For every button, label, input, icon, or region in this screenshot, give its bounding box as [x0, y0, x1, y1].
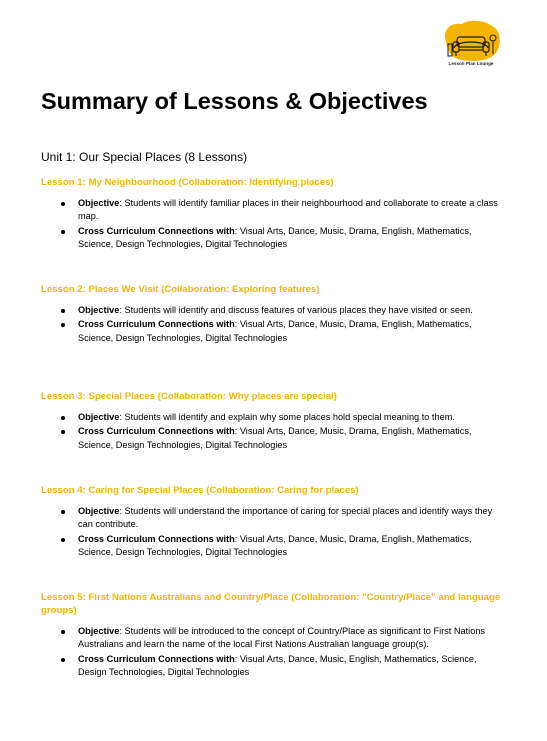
connections-label: Cross Curriculum Connections with [78, 225, 235, 236]
connections-item [78, 533, 498, 560]
connections-text: : Visual Arts, Dance, Music, Drama, English, Mathematics, Science, Design Technologies, Digital Technologies [78, 225, 472, 249]
objective-text: : Students will identify familiar places in their neighbourhood and collaborate to create a class map. [78, 198, 498, 222]
lesson-title: Lesson 5: First Nations Australians and Country/Place (Collaboration: "Country/Place" and language groups) [41, 592, 501, 616]
couch-icon [440, 20, 502, 62]
connections-item [78, 425, 498, 452]
objective-item [78, 411, 498, 424]
connections-label: Cross Curriculum Connections with [78, 653, 235, 664]
connections-label: Cross Curriculum Connections with [78, 533, 235, 544]
objective-label: Objective [78, 305, 120, 315]
connections-text: : Visual Arts, Dance, Music, English, Mathematics, Science, Design Technologies, Digital Technologies [78, 653, 477, 677]
connections-text: : Visual Arts, Dance, Music, Drama, English, Mathematics, Science, Design Technologies, Digital Technologies [78, 319, 472, 343]
objective-text: : Students will identify and explain why some places hold special meaning to them. [119, 412, 455, 422]
connections-text: : Visual Arts, Dance, Music, Drama, English, Mathematics, Science, Design Technologies, Digital Technologies [78, 426, 472, 450]
lesson-1 [41, 176, 511, 252]
objective-text: : Students will understand the importance of caring for special places and identify ways they can contribute. [78, 506, 493, 530]
connections-item [78, 225, 498, 252]
lesson-points [41, 625, 511, 679]
objective-label: Objective [78, 626, 120, 636]
lesson-plan-lounge-logo [440, 20, 502, 70]
objective-item [78, 625, 498, 652]
objective-text: : Students will be introduced to the concept of Country/Place as significant to First Nations Australians and learn the name of the local First Nations Australian language group(s). [78, 626, 486, 650]
lesson-2 [41, 283, 511, 346]
lesson-points [41, 304, 511, 345]
lesson-title: Lesson 4: Caring for Special Places (Collaboration: Caring for places) [41, 485, 359, 496]
lesson-points [41, 411, 511, 452]
objective-text: : Students will identify and discuss features of various places they have visited or seen. [119, 305, 473, 315]
unit-heading: Unit 1: Our Special Places (8 Lessons) [41, 150, 248, 164]
lesson-title: Lesson 1: My Neighbourhood (Collaboration: Identifying places) [41, 177, 334, 188]
logo-text: Lesson Plan Lounge [448, 61, 494, 66]
objective-item [78, 304, 498, 317]
objective-label: Objective [78, 198, 120, 208]
lesson-points [41, 197, 511, 251]
connections-item [78, 318, 498, 345]
connections-text: : Visual Arts, Dance, Music, Drama, English, Mathematics, Science, Design Technologies, Digital Technologies [78, 533, 472, 557]
objective-item [78, 197, 498, 224]
lesson-4 [41, 484, 511, 560]
objective-item [78, 505, 498, 532]
page-title: Summary of Lessons & Objectives [41, 88, 428, 114]
lesson-title: Lesson 2: Places We Visit (Collaboration: Exploring features) [41, 284, 320, 295]
connections-label: Cross Curriculum Connections with [78, 319, 235, 330]
lesson-3 [41, 390, 511, 453]
objective-label: Objective [78, 506, 120, 516]
lesson-title: Lesson 3: Special Places (Collaboration: Why places are special) [41, 391, 337, 402]
objective-label: Objective [78, 412, 120, 422]
lesson-points [41, 505, 511, 559]
connections-item [78, 653, 498, 680]
lesson-5 [41, 591, 511, 680]
connections-label: Cross Curriculum Connections with [78, 426, 235, 437]
